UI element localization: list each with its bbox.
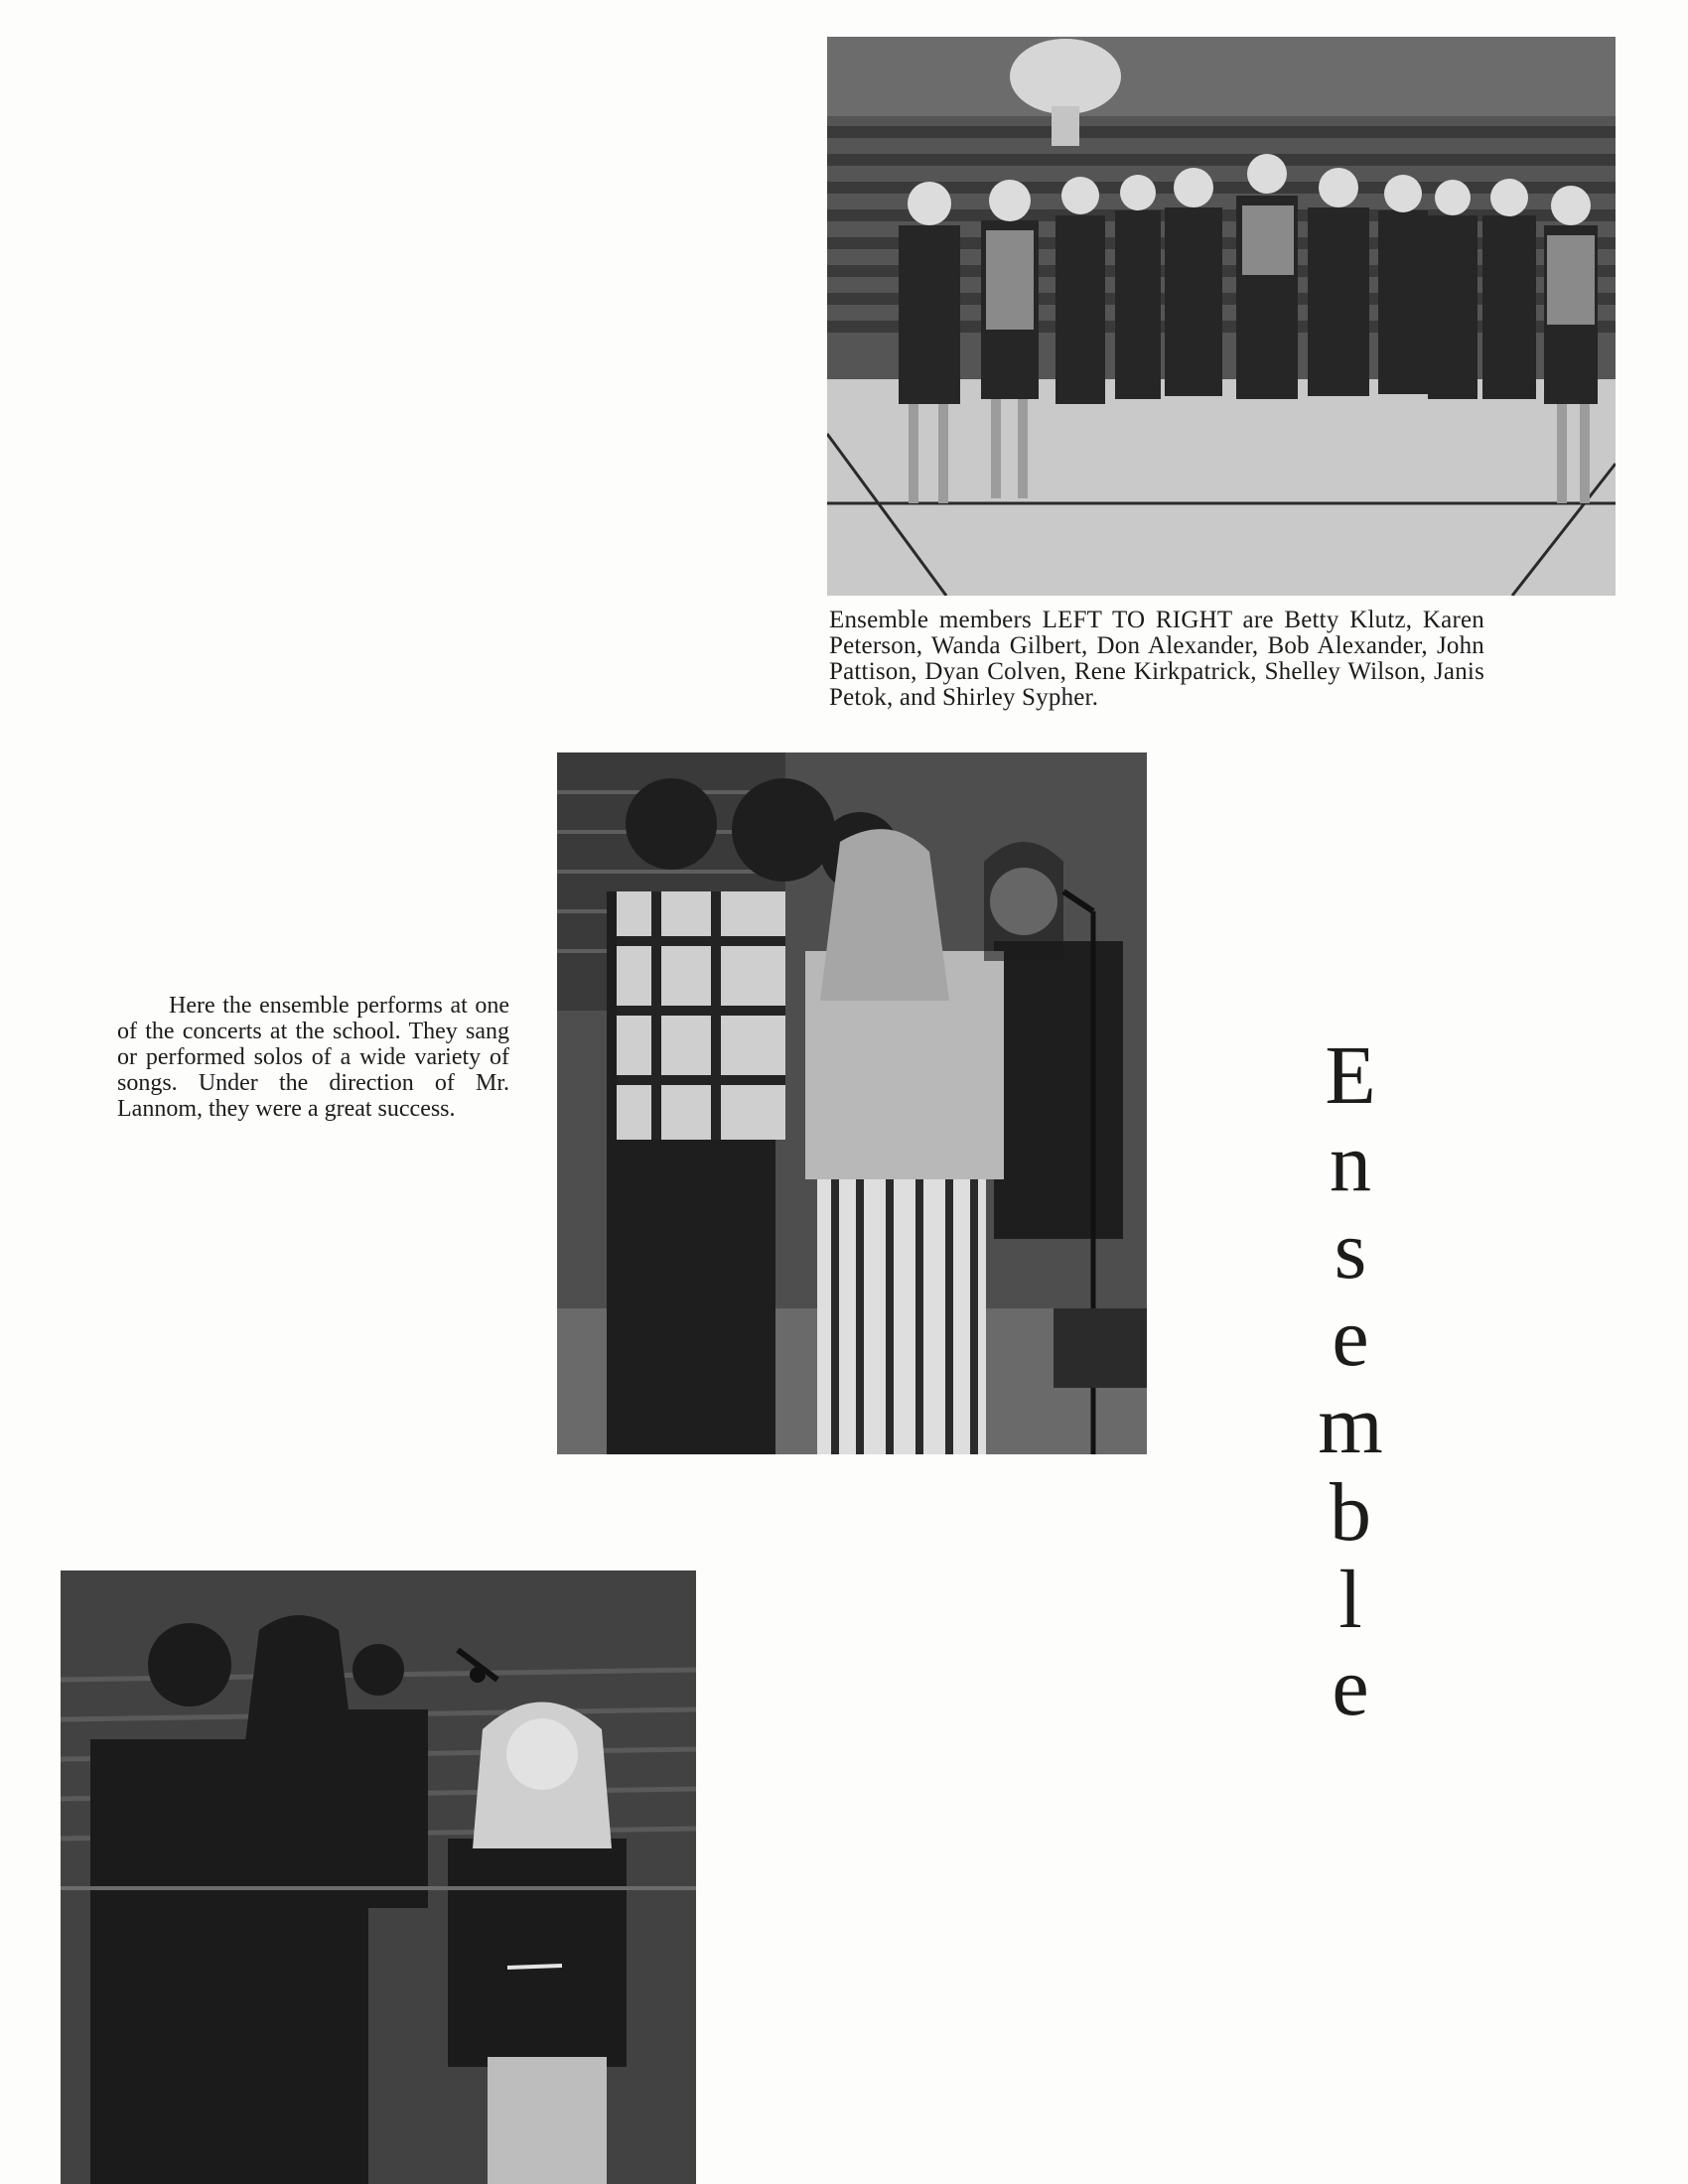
page-title-vertical: [1291, 1029, 1410, 1733]
ensemble-group-photo: [827, 37, 1616, 596]
title-letter: e: [1332, 1292, 1369, 1384]
title-letter: m: [1318, 1379, 1383, 1471]
title-letter: b: [1330, 1466, 1371, 1559]
title-letter: s: [1334, 1204, 1367, 1297]
group-photo-caption: Ensemble members LEFT TO RIGHT are Betty Klutz, Karen Peterson, Wanda Gilbert, Don Alexander, Bob Alexander, John Pattison, Dyan Colven, Rene Kirkpatrick, Shelley Wilson, Janis Petok, and Shirley Sypher.: [829, 607, 1484, 711]
title-letter: n: [1330, 1117, 1371, 1209]
title-letter: e: [1332, 1641, 1369, 1733]
ensemble-description: Here the ensemble performs at one of the concerts at the school. They sang or performed solos of a wide variety of songs. Under the direction of Mr. Lannom, they were a great success.: [117, 993, 509, 1122]
ensemble-stage-photo: [61, 1570, 696, 2184]
ensemble-singing-photo: [557, 752, 1147, 1454]
title-letter: E: [1325, 1029, 1376, 1122]
title-letter: l: [1338, 1554, 1362, 1646]
